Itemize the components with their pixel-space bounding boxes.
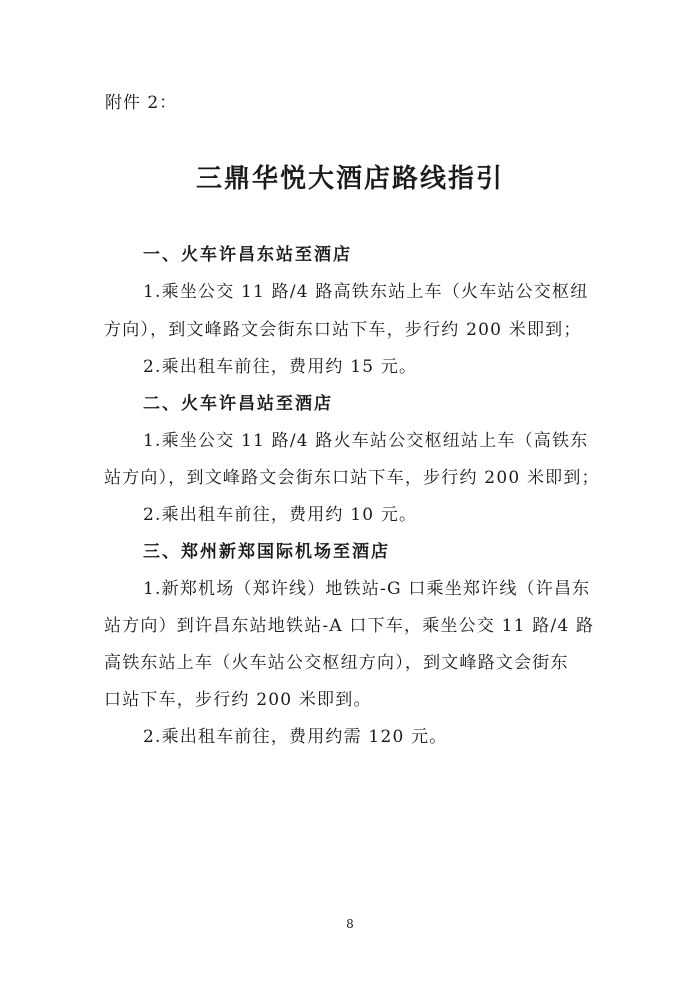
attachment-label: 附件 2： (105, 93, 178, 113)
section-3-line-4: 口站下车，步行约 200 米即到。 (104, 690, 372, 710)
section-2-line-1: 1.乘坐公交 11 路/4 路火车站公交枢纽站上车（高铁东 (143, 431, 589, 451)
section-3-line-1: 1.新郑机场（郑许线）地铁站-G 口乘坐郑许线（许昌东 (143, 579, 591, 599)
section-2-line-2: 站方向），到文峰路文会街东口站下车，步行约 200 米即到； (104, 468, 600, 488)
section-3-line-5: 2.乘出租车前往，费用约需 120 元。 (143, 727, 448, 747)
section-heading-1: 一、火车许昌东站至酒店 (143, 245, 352, 265)
section-1-line-1: 1.乘坐公交 11 路/4 路高铁东站上车（火车站公交枢纽 (143, 282, 589, 302)
section-heading-3: 三、郑州新郑国际机场至酒店 (143, 542, 390, 562)
page-title: 三鼎华悦大酒店路线指引 (195, 164, 504, 194)
page-number: 8 (346, 917, 354, 931)
section-1-line-3: 2.乘出租车前往，费用约 15 元。 (143, 357, 418, 377)
section-heading-2: 二、火车许昌站至酒店 (143, 394, 333, 414)
section-3-line-2: 站方向）到许昌东站地铁站-A 口下车，乘坐公交 11 路/4 路 (104, 616, 595, 636)
section-1-line-2: 方向），到文峰路文会街东口站下车，步行约 200 米即到； (104, 320, 582, 340)
section-3-line-3: 高铁东站上车（火车站公交枢纽方向），到文峰路文会街东 (104, 653, 569, 673)
section-2-line-3: 2.乘出租车前往，费用约 10 元。 (143, 505, 418, 525)
